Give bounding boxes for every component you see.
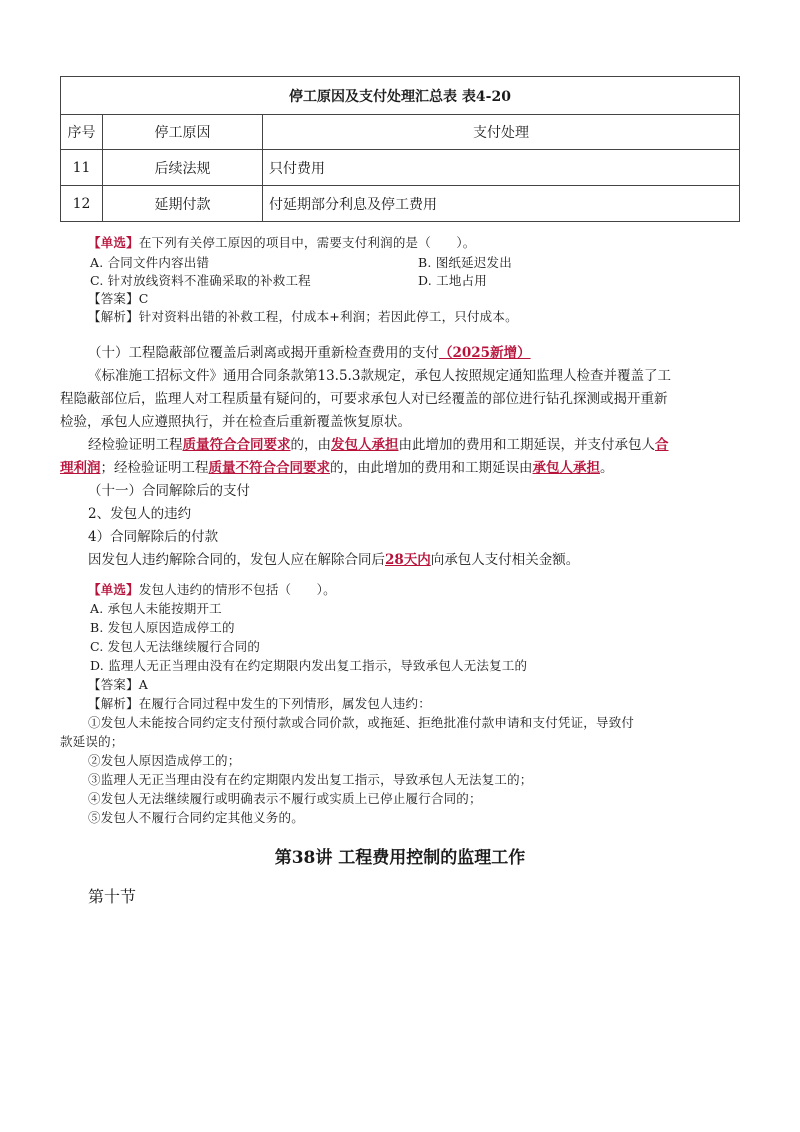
section-10-para1-line3: 检验，承包人应遵照执行，并在检查后重新覆盖恢复原状。 [60, 414, 411, 430]
q2-item3: ③监理人无正当理由没有在约定期限内发出复工指示，导致承包人无法复工的； [88, 772, 533, 787]
text-segment: 向承包人支付相关金额。 [430, 552, 580, 568]
highlight-quality-not-ok: 质量不符合合同要求 [208, 460, 330, 476]
q2-item1-line2: 款延误的； [60, 734, 124, 749]
q2-item5: ⑤发包人不履行合同约定其他义务的。 [88, 810, 304, 825]
highlight-contractor-bears: 承包人承担 [532, 460, 600, 476]
q1-answer: 【答案】C [88, 291, 149, 306]
highlight-employer-bears: 发包人承担 [331, 437, 399, 453]
section-11-sub1: 2、发包人的违约 [88, 506, 192, 522]
q2-option-c: C. 发包人无法继续履行合同的 [90, 639, 261, 654]
highlight-quality-ok: 质量符合合同要求 [182, 437, 291, 453]
text-segment: 经检验证明工程 [88, 437, 183, 453]
section-10-para1-line1: 《标准施工招标文件》通用合同条款第13.5.3款规定，承包人按照规定通知监理人检查并覆盖了工 [88, 368, 671, 384]
section-11-heading: （十一）合同解除后的支付 [88, 483, 250, 499]
highlight-28-days: 28天内 [385, 552, 431, 568]
stoppage-summary-table [60, 76, 740, 222]
q2-item1-line1: ①发包人未能按合同约定支付预付款或合同价款，或拖延、拒绝批准付款申请和支付凭证，导致付 [88, 715, 635, 730]
text-segment: 因发包人违约解除合同的，发包人应在解除合同后 [88, 552, 385, 568]
section-10-heading: （十）工程隐蔽部位覆盖后剥离或揭开重新检查费用的支付 [88, 345, 439, 361]
q1-stem: 在下列有关停工原因的项目中，需要支付利润的是（ ）。 [138, 235, 476, 250]
section-10-heading-line [88, 342, 531, 364]
q2-analysis: 【解析】在履行合同过程中发生的下列情形，属发包人违约： [88, 696, 431, 711]
header-payment: 支付处理 [263, 115, 740, 150]
q1-option-c: C. 针对放线资料不准确采取的补救工程 [90, 273, 311, 288]
text-segment: 。 [600, 460, 614, 476]
highlight-reasonable-profit-part1: 合 [655, 437, 669, 453]
q2-option-d: D. 监理人无正当理由没有在约定期限内发出复工指示，导致承包人无法复工的 [90, 658, 528, 673]
table-header-row [61, 115, 740, 150]
q2-item2: ②发包人原因造成停工的； [88, 753, 241, 768]
section-11-sub2: 4）合同解除后的付款 [88, 529, 219, 545]
q2-stem: 发包人违约的情形不包括（ ）。 [138, 582, 336, 597]
q2-answer: 【答案】A [88, 677, 149, 692]
q1-tag: 【单选】 [88, 235, 139, 250]
text-segment: ；经检验证明工程 [100, 460, 209, 476]
q1-option-d: D. 工地占用 [418, 273, 487, 288]
header-reason: 停工原因 [103, 115, 263, 150]
q2-stem-line [88, 581, 336, 599]
text-segment: 的，由 [290, 437, 331, 453]
q1-analysis: 【解析】针对资料出错的补救工程，付成本+利润；若因此停工，只付成本。 [88, 309, 518, 324]
section-10-para2-line1 [88, 434, 669, 456]
text-segment: 的，由此增加的费用和工期延误由 [330, 460, 533, 476]
q2-item4: ④发包人无法继续履行或明确表示不履行或实质上已停止履行合同的； [88, 791, 482, 806]
new-2025-tag: （2025新增） [439, 345, 531, 361]
q2-tag: 【单选】 [88, 582, 139, 597]
highlight-reasonable-profit-part2: 理利润 [60, 460, 101, 476]
section-11-para [88, 549, 579, 571]
header-index: 序号 [61, 115, 103, 150]
section-10-para1-line2: 程隐蔽部位后，监理人对工程质量有疑问的，可要求承包人对已经覆盖的部位进行钻孔探测或揭开重新 [60, 391, 668, 407]
q1-option-b: B. 图纸延迟发出 [418, 255, 512, 270]
table-caption-row [61, 77, 740, 115]
q2-option-b: B. 发包人原因造成停工的 [90, 620, 235, 635]
cell-payment: 只付费用 [263, 150, 740, 186]
lecture-title: 第38讲 工程费用控制的监理工作 [274, 848, 526, 868]
cell-reason: 延期付款 [103, 186, 263, 222]
table-row [61, 150, 740, 186]
cell-index: 12 [61, 186, 103, 222]
section-label: 第十节 [88, 887, 137, 906]
q1-stem-line [88, 234, 475, 252]
text-segment: 由此增加的费用和工期延误，并支付承包人 [398, 437, 655, 453]
table-caption: 停工原因及支付处理汇总表 表4-20 [61, 77, 740, 115]
cell-reason: 后续法规 [103, 150, 263, 186]
table-row [61, 186, 740, 222]
cell-index: 11 [61, 150, 103, 186]
section-10-para2-line2 [60, 457, 614, 479]
cell-payment: 付延期部分利息及停工费用 [263, 186, 740, 222]
q1-option-a: A. 合同文件内容出错 [90, 255, 210, 270]
q2-option-a: A. 承包人未能按期开工 [90, 601, 222, 616]
